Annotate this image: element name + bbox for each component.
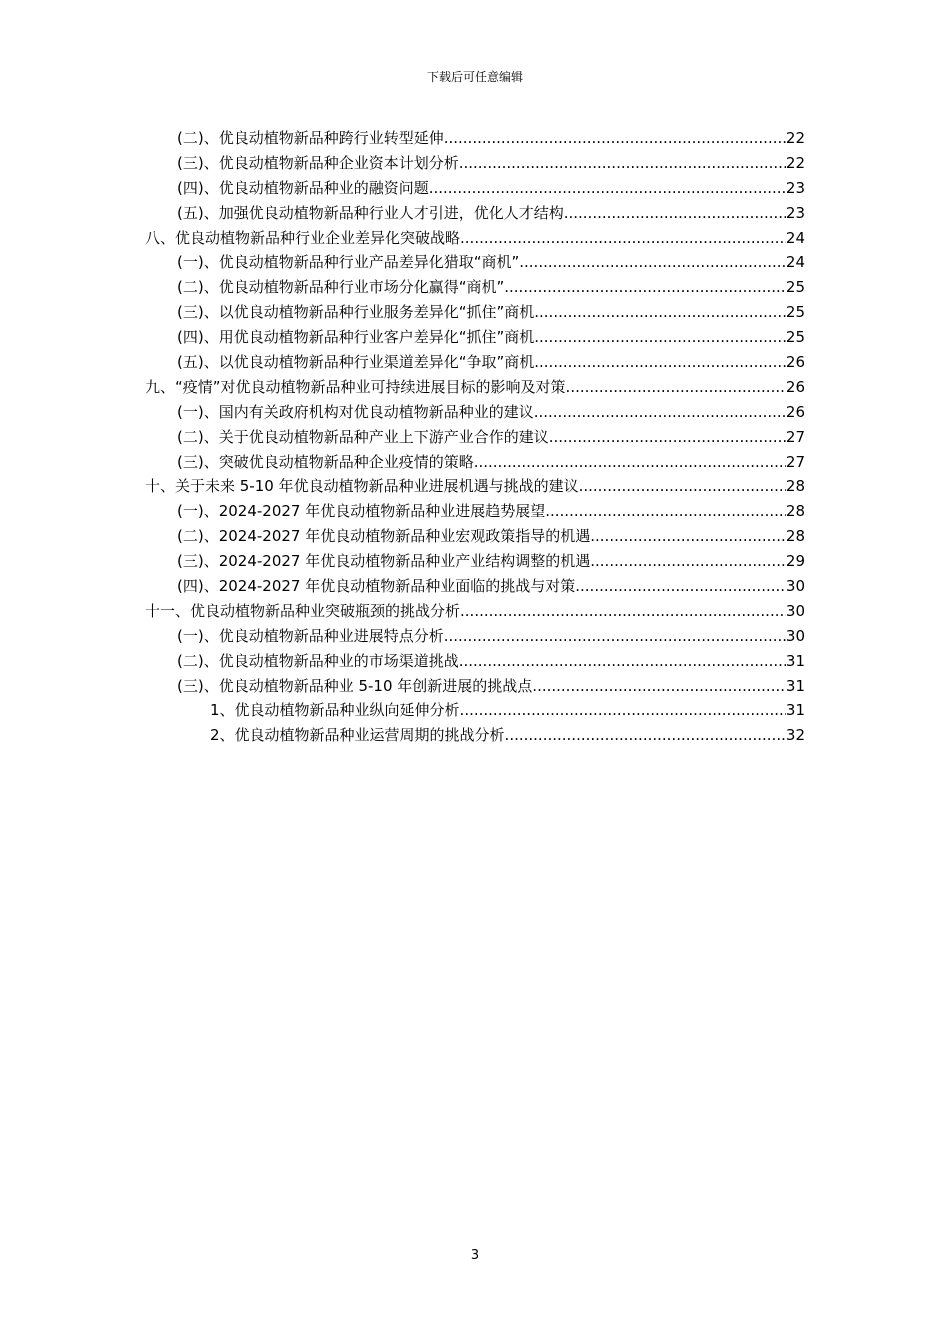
toc-entry[interactable] [177,524,805,549]
toc-entry-page: 28 [785,502,805,521]
toc-entry-title: (二)、优良动植物新品种行业市场分化赢得“商机” [177,278,505,297]
toc-dot-leader [534,300,786,325]
toc-entry-title: (四)、优良动植物新品种业的融资问题 [177,178,429,197]
toc-entry-page: 27 [785,452,805,471]
toc-entry[interactable] [145,375,805,400]
toc-entry-page: 25 [785,303,805,322]
toc-entry-title: (二)、2024-2027 年优良动植物新品种业宏观政策指导的机遇 [177,527,591,546]
toc-dot-leader [534,350,786,375]
toc-entry[interactable] [145,599,805,624]
toc-entry[interactable] [177,350,805,375]
toc-entry-title: (三)、优良动植物新品种企业资本计划分析 [177,153,459,172]
toc-dot-leader [579,474,786,499]
toc-entry[interactable] [177,425,805,450]
toc-entry[interactable] [177,176,805,201]
toc-entry-page: 30 [785,601,805,620]
toc-entry[interactable] [177,250,805,275]
toc-dot-leader [460,698,786,723]
toc-dot-leader [444,126,786,151]
toc-dot-leader [575,574,786,599]
toc-dot-leader [429,176,786,201]
toc-dot-leader [459,649,786,674]
toc-entry-title: (三)、以优良动植物新品种行业服务差异化“抓住”商机 [177,303,535,322]
toc-entry[interactable] [177,400,805,425]
toc-entry-title: 十一、优良动植物新品种业突破瓶颈的挑战分析 [145,601,461,620]
toc-dot-leader [444,624,786,649]
toc-entry-title: (一)、国内有关政府机构对优良动植物新品种业的建议 [177,402,534,421]
toc-dot-leader [504,275,786,300]
toc-entry-title: (四)、用优良动植物新品种行业客户差异化“抓住”商机 [177,328,535,347]
toc-dot-leader [519,250,786,275]
toc-entry[interactable] [177,574,805,599]
toc-entry[interactable] [177,499,805,524]
toc-entry-title: 2、优良动植物新品种业运营周期的挑战分析 [210,726,505,745]
toc-entry-title: (五)、以优良动植物新品种行业渠道差异化“争取”商机 [177,353,535,372]
toc-entry-page: 28 [785,477,805,496]
toc-entry[interactable] [177,275,805,300]
toc-dot-leader [459,151,786,176]
toc-dot-leader [564,201,786,226]
toc-entry-page: 30 [785,626,805,645]
toc-dot-leader [534,325,786,350]
toc-entry-title: (一)、优良动植物新品种业进展特点分析 [177,626,444,645]
page-header: 下载后可任意编辑 [426,70,523,84]
toc-entry-page: 29 [785,552,805,571]
toc-dot-leader [505,723,786,748]
toc-entry[interactable] [177,649,805,674]
toc-entry-page: 22 [785,129,805,147]
toc-dot-leader [549,425,786,450]
toc-entry-page: 32 [785,726,805,745]
toc-entry-title: (一)、优良动植物新品种行业产品差异化猎取“商机” [177,253,520,272]
toc-entry[interactable] [177,549,805,574]
toc-entry[interactable] [177,624,805,649]
toc-entry-title: (一)、2024-2027 年优良动植物新品种业进展趋势展望 [177,502,546,521]
toc-dot-leader [566,375,786,400]
toc-entry-page: 25 [785,278,805,297]
toc-entry[interactable] [177,126,805,151]
toc-entry-page: 26 [785,402,805,421]
toc-entry-title: (三)、2024-2027 年优良动植物新品种业产业结构调整的机遇 [177,552,591,571]
toc-entry-title: 九、“疫情”对优良动植物新品种业可持续进展目标的影响及对策 [145,377,566,396]
toc-dot-leader [590,549,786,574]
toc-dot-leader [590,524,786,549]
toc-entry-page: 31 [785,701,805,720]
page-number: 3 [470,1248,480,1263]
toc-entry-page: 27 [785,427,805,446]
table-of-contents [0,126,950,748]
toc-entry[interactable] [177,151,805,176]
toc-entry-page: 24 [785,253,805,272]
toc-entry[interactable] [210,698,805,723]
toc-entry-page: 26 [785,377,805,396]
toc-entry[interactable] [177,674,805,699]
toc-entry[interactable] [177,325,805,350]
toc-entry[interactable] [177,450,805,475]
toc-entry-title: (二)、优良动植物新品种业的市场渠道挑战 [177,651,459,670]
toc-entry[interactable] [145,474,805,499]
toc-entry-title: 1、优良动植物新品种业纵向延伸分析 [210,701,460,720]
toc-entry-title: (四)、2024-2027 年优良动植物新品种业面临的挑战与对策 [177,577,576,596]
toc-entry[interactable] [177,201,805,226]
toc-dot-leader [474,450,786,475]
toc-entry-page: 26 [785,353,805,372]
toc-entry[interactable] [210,723,805,748]
toc-entry-page: 25 [785,328,805,347]
toc-dot-leader [534,400,786,425]
toc-entry-title: 八、优良动植物新品种行业企业差异化突破战略 [145,228,461,247]
toc-entry-title: (三)、突破优良动植物新品种企业疫情的策略 [177,452,474,471]
toc-entry-page: 23 [785,203,805,222]
toc-dot-leader [545,499,786,524]
toc-entry-page: 28 [785,527,805,546]
toc-entry-title: 十、关于未来 5-10 年优良动植物新品种业进展机遇与挑战的建议 [145,477,579,496]
toc-entry-title: (五)、加强优良动植物新品种行业人才引进，优化人才结构 [177,203,564,222]
toc-entry-page: 30 [785,577,805,596]
toc-entry-title: (二)、关于优良动植物新品种产业上下游产业合作的建议 [177,427,549,446]
toc-entry-page: 31 [785,651,805,670]
toc-entry-title: (二)、优良动植物新品种跨行业转型延伸 [177,129,444,147]
toc-entry-page: 22 [785,153,805,172]
toc-dot-leader [532,674,786,699]
toc-entry-page: 23 [785,178,805,197]
toc-dot-leader [460,226,786,251]
toc-entry[interactable] [177,300,805,325]
toc-entry-page: 31 [785,676,805,695]
toc-entry-title: (三)、优良动植物新品种业 5-10 年创新进展的挑战点 [177,676,533,695]
toc-entry-page: 24 [785,228,805,247]
toc-dot-leader [460,599,786,624]
toc-entry[interactable] [145,226,805,251]
